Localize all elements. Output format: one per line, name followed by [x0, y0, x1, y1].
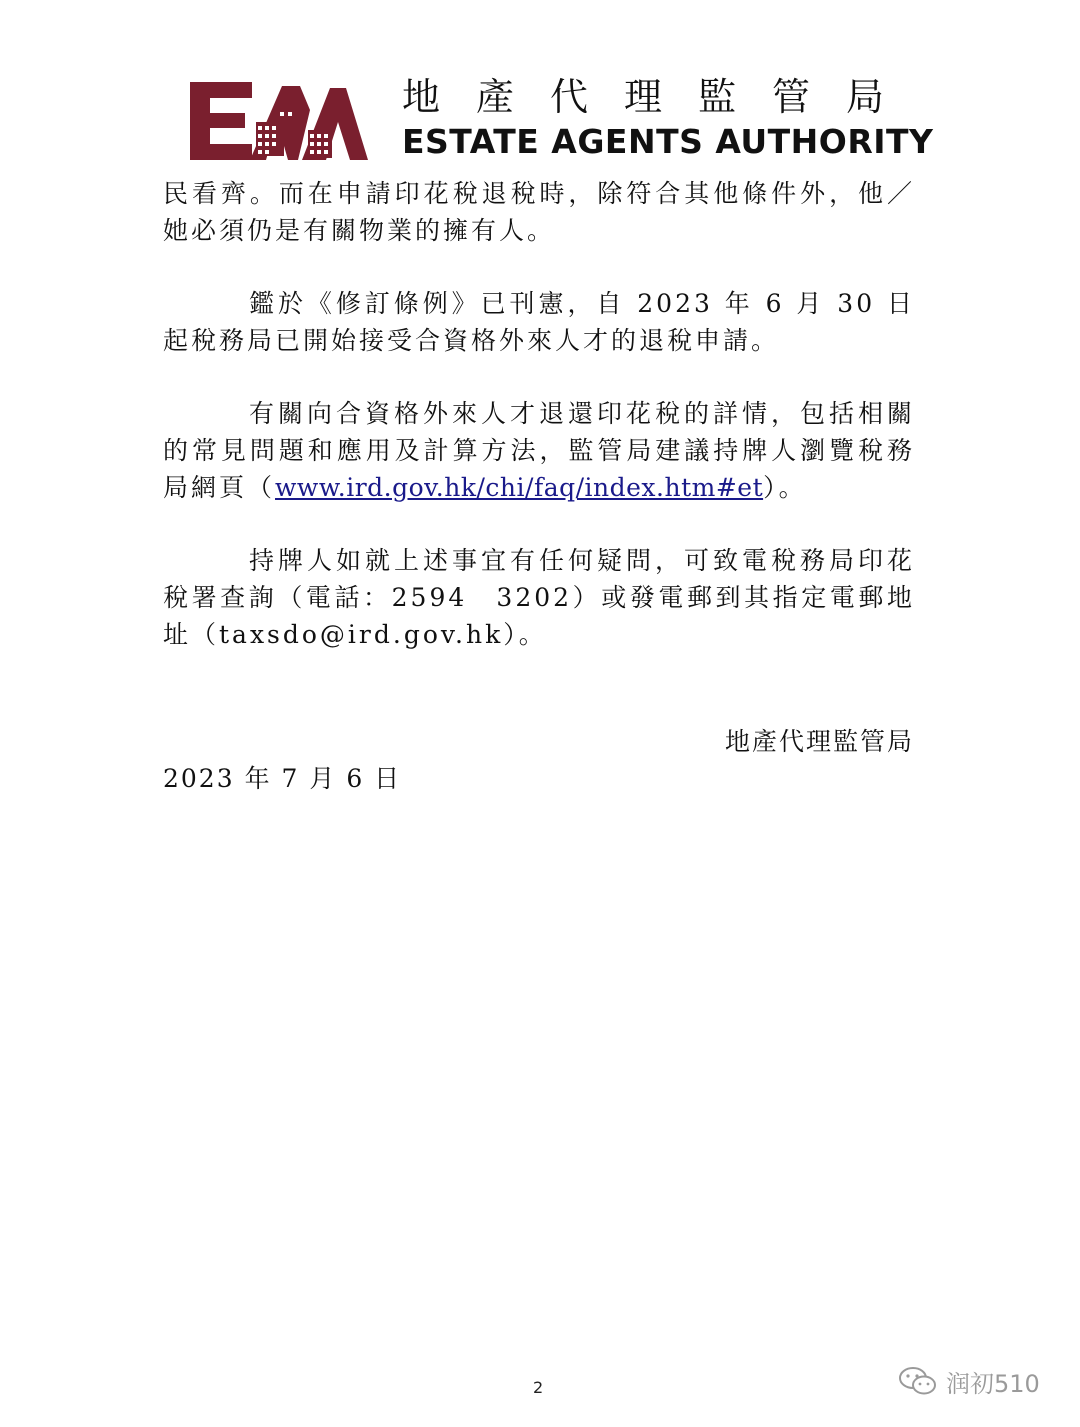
org-name-english: ESTATE AGENTS AUTHORITY [402, 122, 934, 161]
page-number: 2 [533, 1378, 544, 1397]
letterhead [190, 74, 934, 164]
eaa-logo [190, 82, 368, 160]
paragraph-enquiry: 持牌人如就上述事宜有任何疑問，可致電稅務局印花稅署查詢（電話：2594 3202）或發電郵到其指定電郵地址（taxsdo@ird.gov.hk）。 [163, 546, 915, 649]
letter-date: 2023 年 7 月 6 日 [163, 764, 402, 793]
org-name-chinese: 地產代理監管局 [402, 75, 921, 119]
letter-body [163, 175, 915, 689]
paragraph-details-text: 有關向合資格外來人才退還印花稅的詳情，包括相關的常見問題和應用及計算方法，監管局建議持牌人瀏覽稅務局網頁（ [163, 399, 915, 502]
paragraph-details-end: ）。 [763, 473, 807, 502]
wechat-icon [898, 1366, 938, 1396]
watermark [898, 1364, 1040, 1398]
paragraph-details [163, 395, 915, 506]
paragraph-continuation: 民看齊。而在申請印花稅退稅時，除符合其他條件外，他／她必須仍是有關物業的擁有人。 [163, 179, 915, 245]
signature: 地產代理監管局 [724, 727, 914, 756]
watermark-text: 润初510 [946, 1369, 1040, 1398]
paragraph-gazette: 鑑於《修訂條例》已刊憲，自 2023 年 6 月 30 日起稅務局已開始接受合資格外來人才的退稅申請。 [163, 289, 915, 355]
ird-faq-link[interactable]: www.ird.gov.hk/chi/faq/index.htm#et [275, 473, 764, 502]
